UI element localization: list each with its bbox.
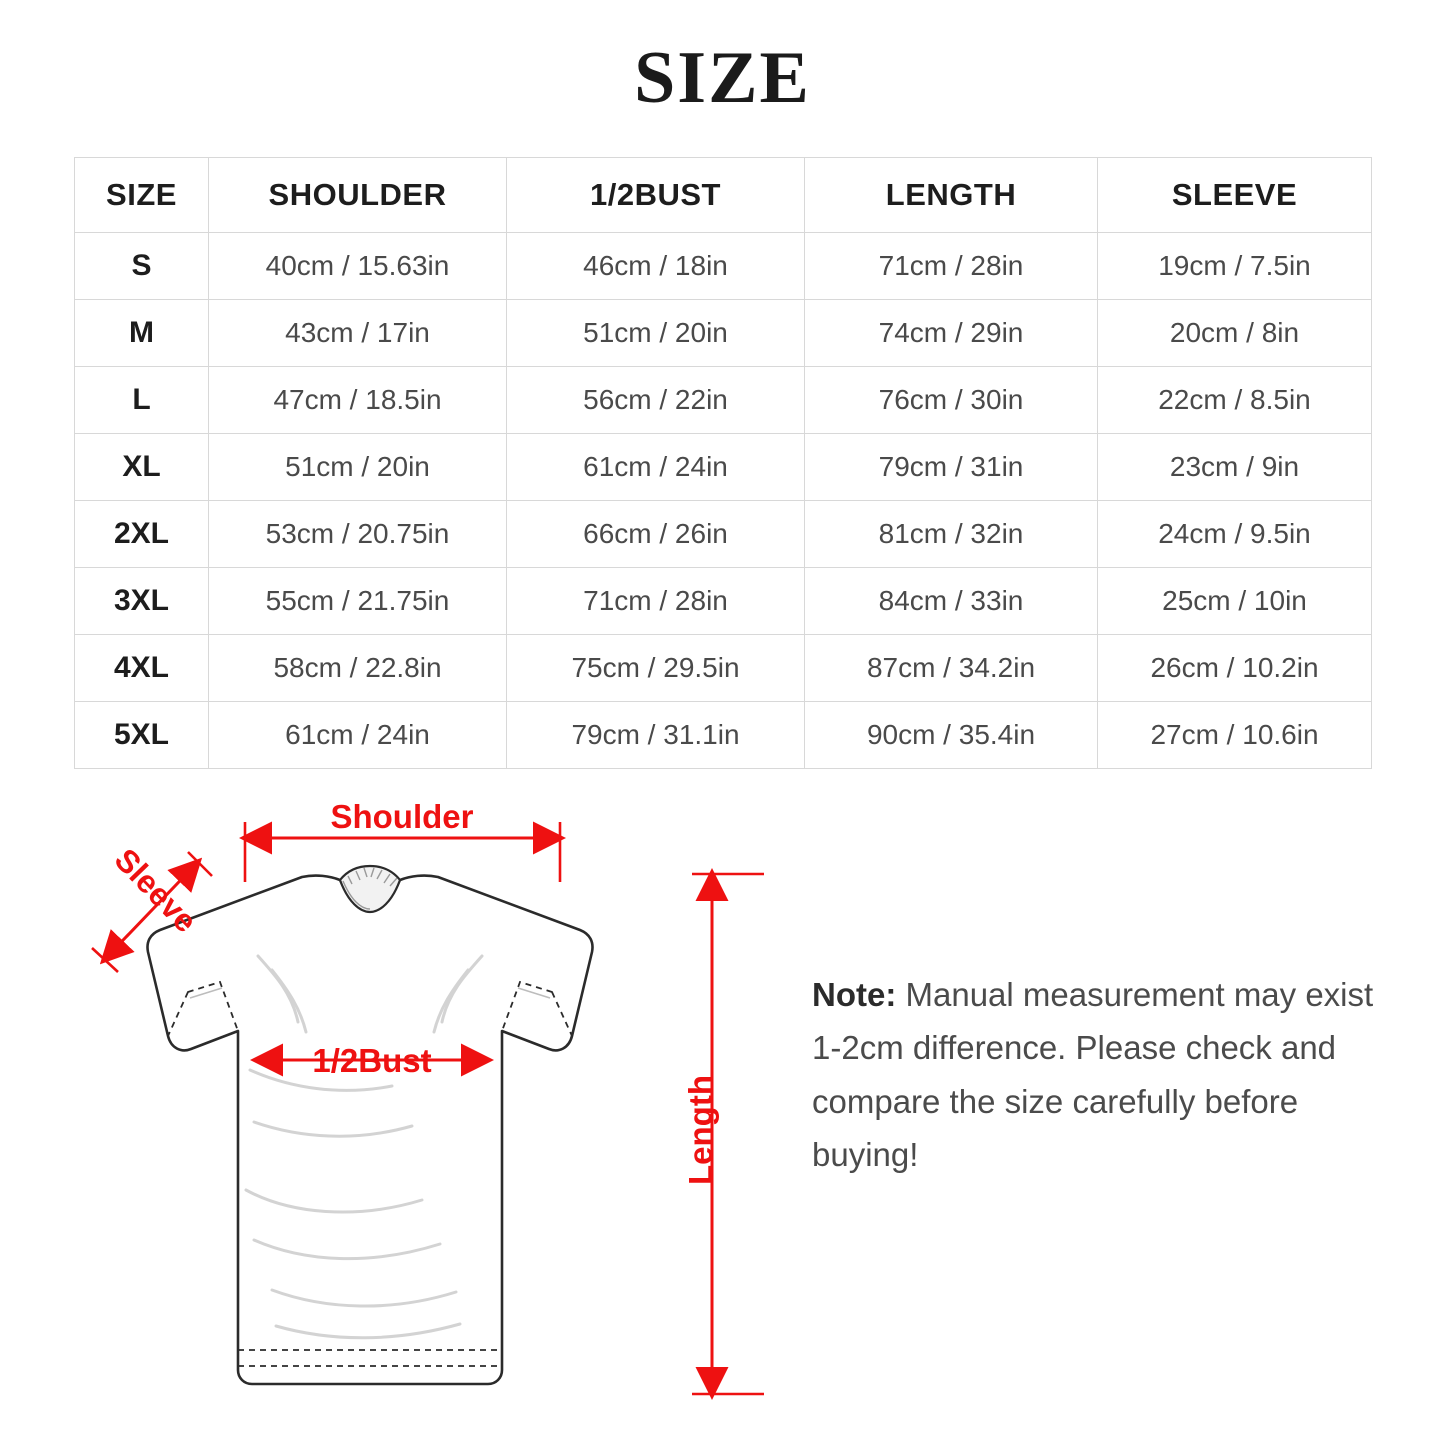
column-header-bust: 1/2BUST xyxy=(507,158,805,233)
cell-shoulder: 53cm / 20.75in xyxy=(209,501,507,568)
cell-length: 90cm / 35.4in xyxy=(805,702,1098,769)
cell-sleeve: 19cm / 7.5in xyxy=(1098,233,1372,300)
table-row xyxy=(75,635,1372,702)
cell-size: L xyxy=(75,367,209,434)
table-row xyxy=(75,367,1372,434)
cell-size: 4XL xyxy=(75,635,209,702)
cell-shoulder: 47cm / 18.5in xyxy=(209,367,507,434)
length-label: Length xyxy=(682,1075,719,1185)
cell-sleeve: 27cm / 10.6in xyxy=(1098,702,1372,769)
size-table xyxy=(74,157,1372,769)
cell-length: 79cm / 31in xyxy=(805,434,1098,501)
cell-bust: 66cm / 26in xyxy=(507,501,805,568)
cell-size: XL xyxy=(75,434,209,501)
cell-size: M xyxy=(75,300,209,367)
cell-bust: 56cm / 22in xyxy=(507,367,805,434)
column-header-length: LENGTH xyxy=(805,158,1098,233)
cell-shoulder: 61cm / 24in xyxy=(209,702,507,769)
cell-length: 76cm / 30in xyxy=(805,367,1098,434)
cell-sleeve: 26cm / 10.2in xyxy=(1098,635,1372,702)
note-text xyxy=(812,968,1397,1182)
cell-bust: 71cm / 28in xyxy=(507,568,805,635)
cell-sleeve: 23cm / 9in xyxy=(1098,434,1372,501)
cell-bust: 61cm / 24in xyxy=(507,434,805,501)
cell-bust: 79cm / 31.1in xyxy=(507,702,805,769)
cell-size: 5XL xyxy=(75,702,209,769)
cell-sleeve: 20cm / 8in xyxy=(1098,300,1372,367)
table-row xyxy=(75,233,1372,300)
cell-shoulder: 40cm / 15.63in xyxy=(209,233,507,300)
table-row xyxy=(75,434,1372,501)
table-row xyxy=(75,300,1372,367)
cell-size: S xyxy=(75,233,209,300)
table-row xyxy=(75,501,1372,568)
cell-sleeve: 22cm / 8.5in xyxy=(1098,367,1372,434)
cell-size: 3XL xyxy=(75,568,209,635)
cell-sleeve: 24cm / 9.5in xyxy=(1098,501,1372,568)
cell-sleeve: 25cm / 10in xyxy=(1098,568,1372,635)
cell-shoulder: 51cm / 20in xyxy=(209,434,507,501)
shoulder-label: Shoulder xyxy=(330,798,474,835)
cell-length: 74cm / 29in xyxy=(805,300,1098,367)
page-title: SIZE xyxy=(634,37,811,119)
tshirt-measurement-diagram xyxy=(40,770,780,1420)
cell-shoulder: 55cm / 21.75in xyxy=(209,568,507,635)
table-header-row xyxy=(75,158,1372,233)
sleeve-label: Sleeve xyxy=(107,841,205,940)
cell-bust: 46cm / 18in xyxy=(507,233,805,300)
cell-shoulder: 43cm / 17in xyxy=(209,300,507,367)
cell-bust: 51cm / 20in xyxy=(507,300,805,367)
cell-length: 71cm / 28in xyxy=(805,233,1098,300)
column-header-size: SIZE xyxy=(75,158,209,233)
cell-size: 2XL xyxy=(75,501,209,568)
cell-length: 84cm / 33in xyxy=(805,568,1098,635)
column-header-sleeve: SLEEVE xyxy=(1098,158,1372,233)
table-row xyxy=(75,702,1372,769)
cell-length: 81cm / 32in xyxy=(805,501,1098,568)
cell-shoulder: 58cm / 22.8in xyxy=(209,635,507,702)
table-row xyxy=(75,568,1372,635)
cell-bust: 75cm / 29.5in xyxy=(507,635,805,702)
column-header-shoulder: SHOULDER xyxy=(209,158,507,233)
bust-label: 1/2Bust xyxy=(312,1042,432,1079)
cell-length: 87cm / 34.2in xyxy=(805,635,1098,702)
note-label: Note: xyxy=(812,976,897,1013)
note-body: Manual measurement may exist 1-2cm difference. Please check and compare the size carefully before buying! xyxy=(812,976,1374,1174)
